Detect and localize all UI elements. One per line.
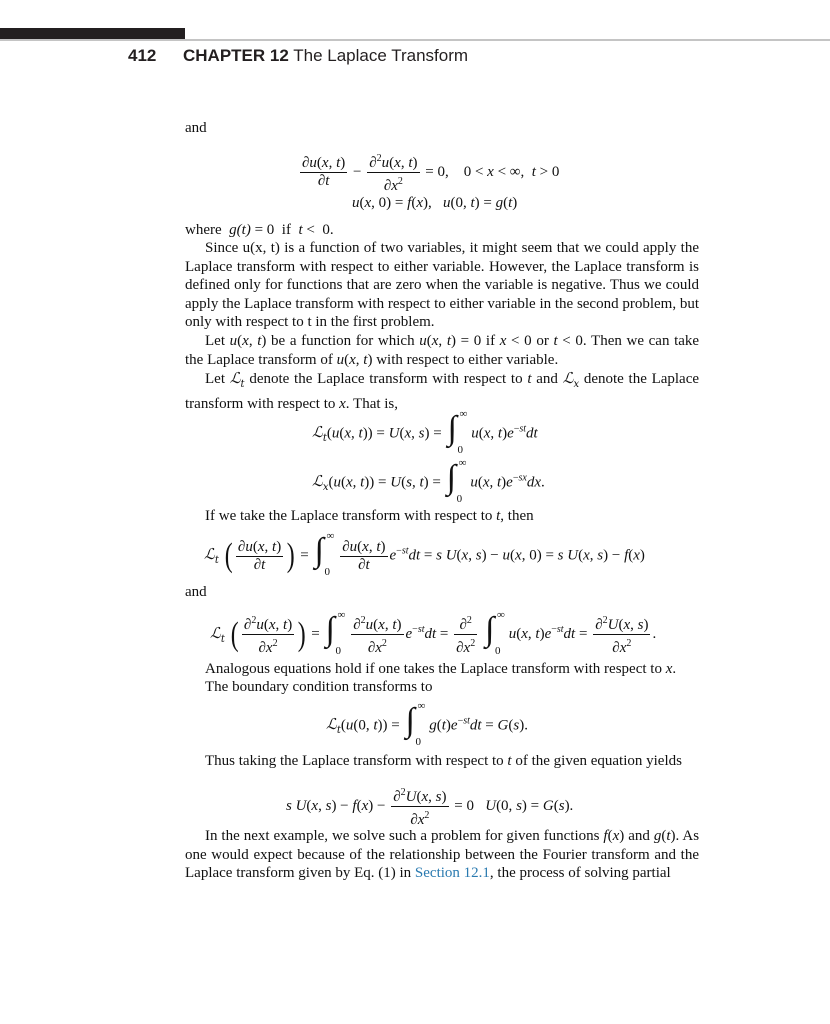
if-we-take: If we take the Laplace transform with respect to	[205, 508, 493, 524]
section-link[interactable]: Section 12.1	[414, 865, 490, 881]
header-rule	[0, 39, 830, 41]
para3-c: and	[536, 371, 558, 387]
then: , then	[500, 508, 534, 524]
para3-b: denote the Laplace transform with respect to	[249, 371, 523, 387]
para3-e: . That is,	[345, 395, 399, 412]
text-and-2: and	[185, 584, 207, 600]
chapter-heading	[183, 46, 468, 66]
para2-b: be a function for which	[271, 333, 415, 349]
equation-first-derivative: ℒ$_t$ ( $\frac{\partial u(x, t)}{\partial t}$ ) = ∫ ∞ 0 $\frac{\partial u(x, t)}{\partial t}$ $e^{-st}dt = s$ U(x, s) − u(x, 0) = s U(x, s) − f(x)	[204, 530, 645, 578]
where-word: where	[185, 222, 222, 238]
thus-taking-end: of the given equation yields	[515, 753, 682, 769]
equation-result: s U(x, s) − f(x) − $\frac{\partial^2U(x, s)}{\partial x^2}$ = 0 U(0, s) = G(s).	[286, 784, 573, 829]
text-boundary: The boundary condition transforms to	[205, 679, 433, 695]
text-analogous: Analogous equations hold if one takes the Laplace transform with respect to x.	[205, 661, 677, 677]
paragraph-3: Let ℒ$_t$ denote the Laplace transform with respect to t and ℒ$_x$ denote the Laplace transform with respect to x. That is,	[185, 369, 700, 412]
final-c: , the process of solving partial	[489, 865, 671, 881]
equation-laplace-x: ℒ$_x$(u(x, t)) = U(s, t) = ∫ ∞ 0 u(x, $t)e^{-sx}dx$.	[312, 457, 545, 505]
final-a: In the next example, we solve such a problem for given functions	[205, 828, 600, 844]
para2-e: . Then we can take the Laplace transform of	[185, 333, 700, 368]
para3-a: Let	[205, 371, 225, 387]
paragraph-final: In the next example, we solve such a problem for given functions f(x) and g(t). As one would expect because of the relationship between the Fourier transform and the Laplace transform given by Eq. (1) in Section 12.1, the process of solving partial	[185, 828, 700, 881]
chapter-label: CHAPTER 12	[183, 46, 289, 65]
equation-conditions: u(x, 0) = f(x), u(0, t) = g(t)	[352, 195, 518, 211]
paragraph-1: Since u(x, t) is a function of two variables, it might seem that we could apply the Laplace transform with respect to either variable. However, the Laplace transform is defined only for functions that are zero when the variable is negative. Thus we could apply the Laplace transform with respect to either variable in the second problem, but only with respect to t in the first problem.	[185, 240, 699, 330]
thus-taking: Thus taking the Laplace transform with respect to	[205, 753, 504, 769]
para2-f: with respect to either variable.	[376, 351, 559, 368]
equation-pde: $\frac{\partial u(x, t)}{\partial t}$ − $\frac{\partial^2u(x, t)}{\partial x^2}$ = 0, 0 < x < ∞, t > 0	[298, 150, 559, 195]
text-where: where g(t) = 0 if t < 0.	[185, 222, 334, 238]
equation-laplace-t: ℒ$_t$(u(x, t)) = U(x, s) = ∫ ∞ 0 u(x, $t)e^{-st}dt$	[312, 408, 538, 456]
para2-c: if	[485, 333, 496, 349]
page-number: 412	[128, 46, 157, 65]
chapter-title: The Laplace Transform	[293, 46, 469, 65]
para2-d: or	[536, 333, 549, 349]
equation-boundary: ℒ$_t$(u(0, t)) = ∫ ∞ 0 $g(t)e^{-st}dt = G(s)$.	[326, 700, 528, 748]
text-and-1: and	[185, 120, 207, 136]
paragraph-2: Let u(x, t) be a function for which u(x, t) = 0 if x < 0 or t < 0. Then we can take the Laplace transform of u(x, t) with respect to either variable.	[185, 333, 700, 368]
text-thus-taking: Thus taking the Laplace transform with respect to t of the given equation yields	[205, 753, 682, 769]
text-if-we-take: If we take the Laplace transform with respect to t, then	[205, 508, 534, 524]
final-b: As one would expect because of the relationship between the Fourier transform and the Laplace transform given by Eq. (1) in	[185, 828, 700, 881]
equation-second-derivative: ℒ$_t$ ( $\frac{\partial^2u(x, t)}{\partial x^2}$ ) = ∫ ∞ 0 $\frac{\partial^2u(x, t)}{\partial x^2}$ $e^{-st}dt$ = $\frac{\partial^2}{\partial x^2}$ ∫ ∞ 0 u(x, $t)e^{-st}dt$ = $\frac{\partial^2U(x, s)}{\partial x^2}$ .	[210, 608, 657, 657]
para2-a: Let	[205, 333, 225, 349]
final-and: and	[628, 828, 650, 844]
analogous: Analogous equations hold if one takes the Laplace transform with respect to	[205, 661, 662, 677]
para3-d: denote the Laplace transform with respect to	[185, 371, 700, 412]
